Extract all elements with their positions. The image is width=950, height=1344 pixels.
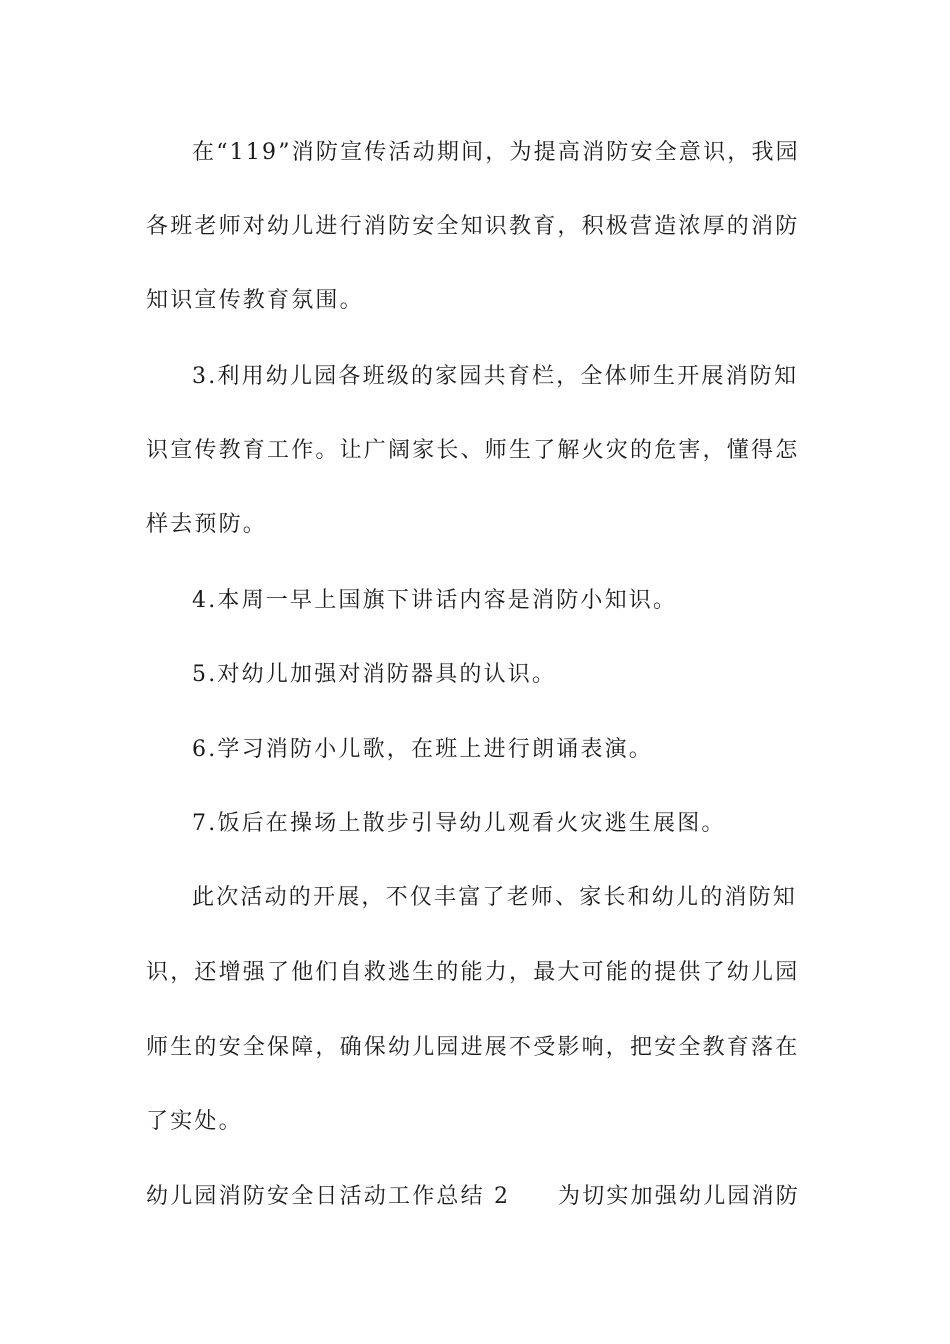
paragraph-line: 3.利用幼儿园各班级的家园共育栏，全体师生开展消防知 bbox=[192, 364, 799, 389]
paragraph-line: 样去预防。 bbox=[146, 512, 268, 537]
paragraph-line: 各班老师对幼儿进行消防安全知识教育，积极营造浓厚的消防 bbox=[146, 214, 800, 239]
paragraph-line: 知识宣传教育氛围。 bbox=[146, 288, 364, 313]
paragraph-line: 师生的安全保障，确保幼儿园进展不受影响，把安全教育落在 bbox=[146, 1035, 800, 1060]
next-section-line bbox=[146, 1182, 806, 1212]
paragraph-line: 了实处。 bbox=[146, 1109, 243, 1134]
list-item-7: 7.饭后在操场上散步引导幼儿观看火灾逃生展图。 bbox=[192, 811, 726, 836]
section-lead-text: 为切实加强幼儿园消防 bbox=[558, 1184, 801, 1209]
paragraph-line: 在“119”消防宣传活动期间，为提高消防安全意识，我园 bbox=[192, 140, 800, 165]
list-item-4: 4.本周一早上国旗下讲话内容是消防小知识。 bbox=[192, 588, 678, 613]
list-item-5: 5.对幼儿加强对消防器具的认识。 bbox=[192, 662, 557, 687]
paragraph-line: 识宣传教育工作。让广阔家长、师生了解火灾的危害，懂得怎 bbox=[146, 438, 800, 463]
section-title: 幼儿园消防安全日活动工作总结 2 bbox=[146, 1184, 511, 1209]
paragraph-line: 识，还增强了他们自救逃生的能力，最大可能的提供了幼儿园 bbox=[146, 960, 800, 985]
list-item-6: 6.学习消防小儿歌，在班上进行朗诵表演。 bbox=[192, 737, 653, 762]
paragraph-line: 此次活动的开展，不仅丰富了老师、家长和幼儿的消防知 bbox=[192, 885, 798, 910]
